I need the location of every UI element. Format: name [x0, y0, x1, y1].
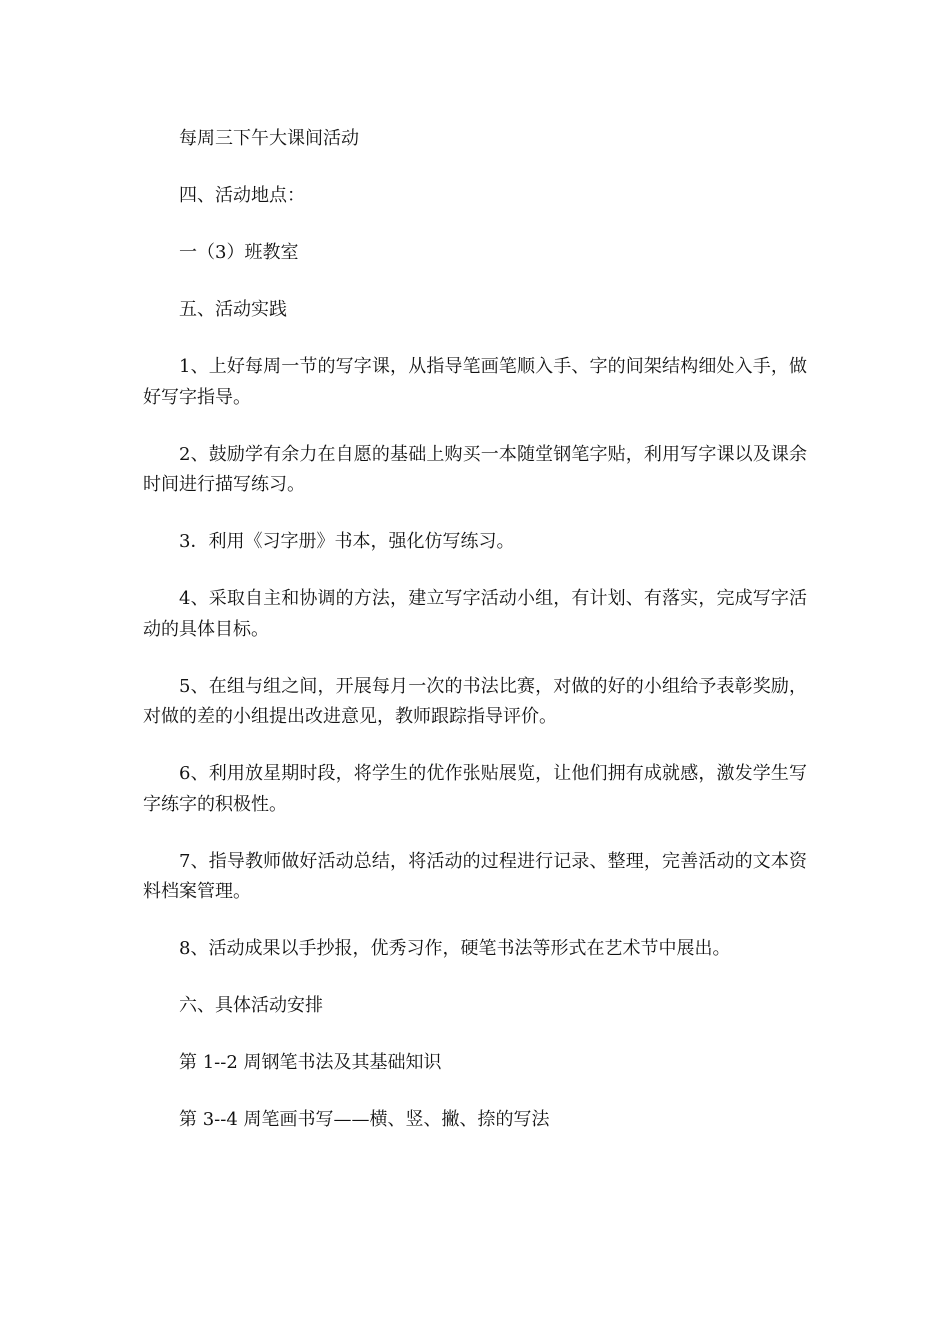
paragraph-activity-time: 每周三下午大课间活动	[179, 128, 359, 149]
paragraph-practice-8: 8、活动成果以手抄报，优秀习作，硬笔书法等形式在艺术节中展出。	[179, 938, 731, 959]
paragraph-practice-2: 2、鼓励学有余力在自愿的基础上购买一本随堂钢笔字贴，利用写字课以及课余时间进行描写练习。	[143, 443, 807, 495]
paragraph-practice-6: 6、利用放星期时段，将学生的优作张贴展览，让他们拥有成就感，激发学生写字练字的积极性。	[143, 763, 807, 815]
paragraph-schedule-week-1-2: 第 1--2 周钢笔书法及其基础知识	[179, 1052, 442, 1073]
paragraph-practice-5: 5、在组与组之间，开展每月一次的书法比赛，对做的好的小组给予表彰奖励，对做的差的小组提出改进意见，教师跟踪指导评价。	[143, 675, 807, 727]
paragraph-practice-7: 7、指导教师做好活动总结，将活动的过程进行记录、整理，完善活动的文本资料档案管理。	[143, 850, 807, 902]
paragraph-practice-4: 4、采取自主和协调的方法，建立写字活动小组，有计划、有落实，完成写字活动的具体目标。	[143, 588, 807, 640]
heading-schedule: 六、具体活动安排	[179, 995, 323, 1016]
paragraph-practice-1: 1、上好每周一节的写字课，从指导笔画笔顺入手、字的间架结构细处入手，做好写字指导。	[143, 356, 807, 408]
document-body	[143, 124, 807, 1162]
heading-activity-location: 四、活动地点：	[179, 185, 305, 206]
paragraph-location: 一（3）班教室	[179, 242, 299, 263]
paragraph-schedule-week-3-4: 第 3--4 周笔画书写——横、竖、撇、捺的写法	[179, 1109, 550, 1130]
heading-activity-practice: 五、活动实践	[179, 299, 287, 320]
paragraph-practice-3: 3．利用《习字册》书本，强化仿写练习。	[179, 531, 515, 552]
